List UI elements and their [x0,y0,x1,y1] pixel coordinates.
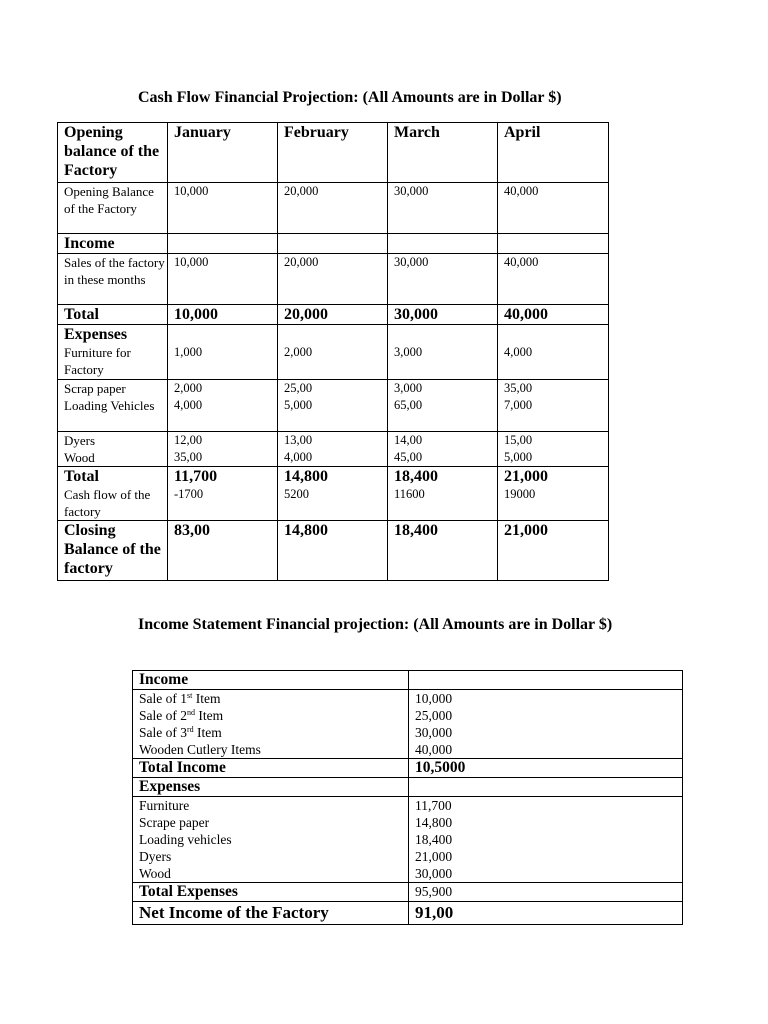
table-row [58,305,609,325]
list-item: Furniture [139,798,190,813]
table-row [58,254,609,305]
cell: 11,700 14,800 18,400 21,000 30,000 [409,797,683,883]
section-heading: Income [58,234,168,254]
row-label [133,797,409,883]
cell: 25,00 5,000 [278,380,388,432]
row-label: Total Income [133,759,409,778]
table-row [58,432,609,467]
row-label [58,432,168,467]
section-heading: Expenses [133,778,409,797]
cell: 1,000 [168,325,278,380]
cell: 40,000 [498,254,609,305]
table-row [133,902,683,925]
table-row [58,521,609,581]
income-statement-title: Income Statement Financial projection: (All Amounts are in Dollar $) [138,616,613,633]
cell: 20,000 [278,305,388,325]
row-label: Total [58,305,168,325]
cell: 21,000 [498,521,609,581]
cell: 10,000 [168,183,278,234]
row-label: Opening Balance of the Factory [58,183,168,234]
cell: 12,00 35,00 [168,432,278,467]
cell: 30,000 [388,254,498,305]
cell: 40,000 [498,183,609,234]
list-item: Dyers [139,849,172,864]
cell: 3,000 [388,325,498,380]
row-label-text: Cash flow of the factory [64,487,151,519]
cell: 20,000 [278,254,388,305]
cell: 10,000 [168,254,278,305]
cell: 30,000 [388,305,498,325]
row-label-text: Dyers [64,433,96,448]
cell: 20,000 [278,183,388,234]
cell: 14,800 5200 [278,467,388,521]
list-item: Wood [139,866,171,881]
cell: 4,000 [498,325,609,380]
cell: 2,000 4,000 [168,380,278,432]
cell: 83,00 [168,521,278,581]
row-label-text: Wood [64,450,95,465]
cell: 40,000 [498,305,609,325]
cell: 21,000 19000 [498,467,609,521]
table-row [133,778,683,797]
list-item: Sale of 3rd Item [139,725,222,740]
header-label: Opening balance of the Factory [58,123,168,183]
row-label-text: Loading Vehicles [64,398,155,413]
cell: 30,000 [388,183,498,234]
row-label: Sales of the factory in these months [58,254,168,305]
cell: 14,00 45,00 [388,432,498,467]
section-heading: Income [133,671,409,690]
cell: 10,5000 [409,759,683,778]
cell: 2,000 [278,325,388,380]
table-row [58,467,609,521]
row-label: Closing Balance of the factory [58,521,168,581]
month-january: January [168,123,278,183]
table-row [133,883,683,902]
cell: 13,00 4,000 [278,432,388,467]
table-row [133,759,683,778]
table-row [58,123,609,183]
row-label-text: Total [64,468,99,485]
row-label: Total Expenses [133,883,409,902]
row-label-text: Furniture for Factory [64,345,131,377]
cell: 35,00 7,000 [498,380,609,432]
table-row [133,690,683,759]
row-label [133,690,409,759]
row-label [58,325,168,380]
list-item: Sale of 1st Item [139,691,221,706]
list-item: Loading vehicles [139,832,232,847]
cell: 3,000 65,00 [388,380,498,432]
cash-flow-title: Cash Flow Financial Projection: (All Amounts are in Dollar $) [138,89,562,106]
list-item: Sale of 2nd Item [139,708,224,723]
cell: 18,400 11600 [388,467,498,521]
table-row [133,671,683,690]
month-march: March [388,123,498,183]
row-label [58,380,168,432]
list-item: Wooden Cutlery Items [139,742,261,757]
income-statement-table [132,670,683,925]
table-row [133,797,683,883]
list-item: Scrape paper [139,815,210,830]
cell: 14,800 [278,521,388,581]
table-row [58,380,609,432]
table-row [58,183,609,234]
month-february: February [278,123,388,183]
cell: 11,700 -1700 [168,467,278,521]
section-heading: Expenses [64,326,128,343]
table-row [58,234,609,254]
cell: 10,000 [168,305,278,325]
month-april: April [498,123,609,183]
table-row [58,325,609,380]
row-label-text: Scrap paper [64,381,126,396]
row-label: Net Income of the Factory [133,902,409,925]
cell: 91,00 [409,902,683,925]
row-label [58,467,168,521]
cell: 18,400 [388,521,498,581]
cell: 10,000 25,000 30,000 40,000 [409,690,683,759]
cell: 95,900 [409,883,683,902]
cash-flow-table [57,122,609,581]
cell: 15,00 5,000 [498,432,609,467]
